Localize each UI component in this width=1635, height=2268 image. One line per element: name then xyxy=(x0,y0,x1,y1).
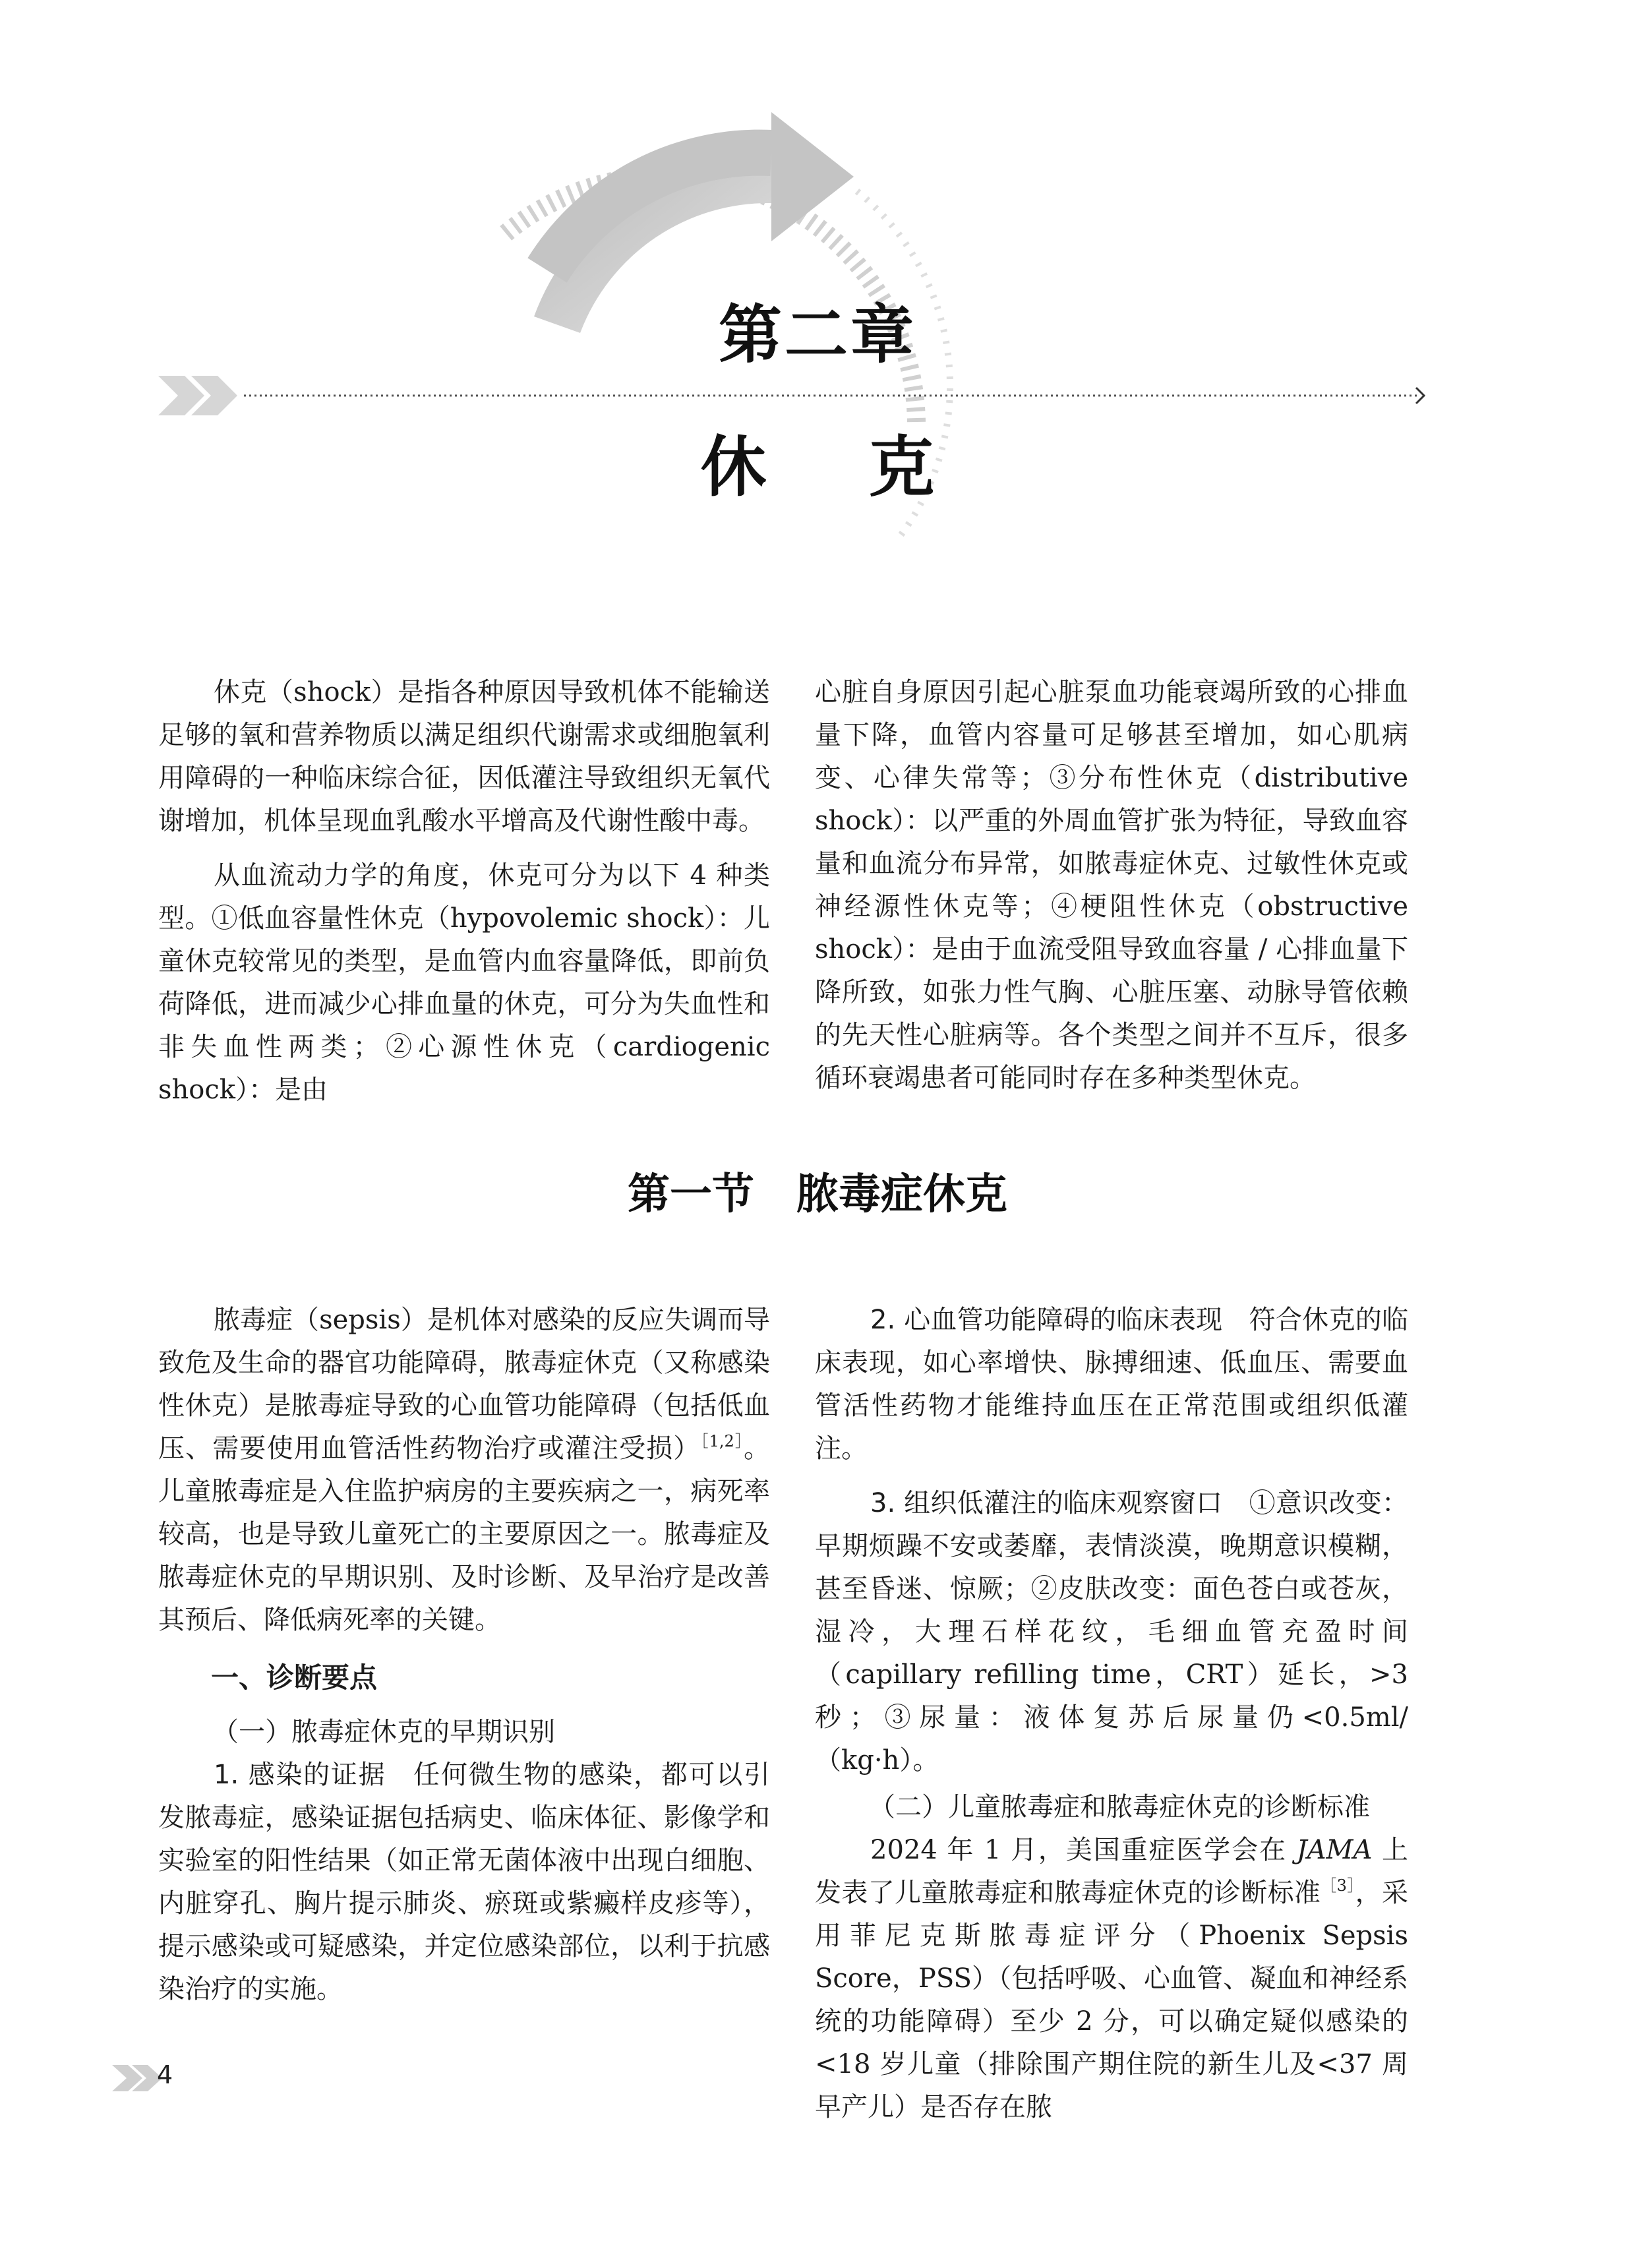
page-number: 4 xyxy=(157,2060,173,2089)
heading-diagnostic-criteria: （二）儿童脓毒症和脓毒症休克的诊断标准 xyxy=(869,1792,1370,1822)
intro-paragraph: 从血流动力学的角度，休克可分为以下 4 种类型。①低血容量性休克（hypovolemic shock）：儿童休克较常见的类型，是血管内血容量降低，即前负荷降低，进而减少心排血量的休克，可分为失血性和非失血性两类；②心源性休克（cardiogenic shock）：是由 xyxy=(158,860,770,1105)
intro-paragraph: 休克（shock）是指各种原因导致机体不能输送足够的氧和营养物质以满足组织代谢需求或细胞氧利用障碍的一种临床综合征，因低灌注导致组织无氧代谢增加，机体呈现血乳酸水平增高及代谢性酸中毒。 xyxy=(158,677,770,836)
citation-ref: ［1,2］ xyxy=(700,1432,744,1450)
chapter-number: 第二章 xyxy=(719,298,916,372)
intro-paragraph: 心脏自身原因引起心脏泵血功能衰竭所致的心排血量下降，血管内容量可足够甚至增加，如心肌病变、心律失常等；③分布性休克（distributive shock）：以严重的外周血管扩张为特征，导致血容量和血流分布异常，如脓毒症休克、过敏性休克或神经源性休克等；④梗阻性休克（obstructive shock）：是由于血流受阻导致血容量 / 心排血量下降所致，如张力性气胸、心脏压塞、动脉导管依赖的先天性心脏病等。各个类型之间并不互斥，很多循环衰竭患者可能同时存在多种类型休克。 xyxy=(815,677,1408,1093)
section-right-column xyxy=(815,1299,1408,2129)
footer-chevron-icon xyxy=(105,2058,264,2098)
intro-right-column xyxy=(815,671,1408,1100)
section-left-column xyxy=(158,1299,770,2011)
sepsis-definition-paragraph: 脓毒症（sepsis）是机体对感染的反应失调而导致危及生命的器官功能障碍，脓毒症休克（又称感染性休克）是脓毒症导致的心血管功能障碍（包括低血压、需要使用血管活性药物治疗或灌注受损）$^{[1,2]}$。儿童脓毒症是入住监护病房的主要疾病之一，病死率较高，也是导致儿童死亡的主要原因之一。脓毒症及脓毒症休克的早期识别、及时诊断、及早治疗是改善其预后、降低病死率的关键。 xyxy=(158,1305,771,1635)
rule-end-chevron-icon xyxy=(1416,388,1424,403)
heading-early-recognition: （一）脓毒症休克的早期识别 xyxy=(212,1717,555,1747)
phoenix-criteria-paragraph: 2024 年 1 月，美国重症医学会在 JAMA 上发表了儿童脓毒症和脓毒症休克的诊断标准$^{[3]}$，采用菲尼克斯脓毒症评分（Phoenix Sepsis Score，PSS）（包括呼吸、心血管、凝血和神经系统的功能障碍）至少 2 分，可以确定疑似感染的<18 岁儿童（排除围产期住院的新生儿及<37 周早产儿）是否存在脓 xyxy=(815,1835,1409,2122)
chapter-title: 休 克 xyxy=(700,429,935,506)
cardiovascular-dysfunction-paragraph: 2. 心血管功能障碍的临床表现 符合休克的临床表现，如心率增快、脉搏细速、低血压、需要血管活性药物才能维持血压在正常范围或组织低灌注。 xyxy=(815,1305,1408,1464)
hypoperfusion-paragraph: 3. 组织低灌注的临床观察窗口 ①意识改变：早期烦躁不安或萎靡，表情淡漠，晚期意识模糊，甚至昏迷、惊厥；②皮肤改变：面色苍白或苍灰，湿冷，大理石样花纹，毛细血管充盈时间（capillary refilling time，CRT）延长，>3 秒；③尿量：液体复苏后尿量仍<0.5ml/（kg·h）。 xyxy=(815,1488,1408,1776)
citation-ref: ［3］ xyxy=(1321,1876,1355,1895)
double-chevron-icon xyxy=(158,376,237,415)
intro-left-column xyxy=(158,671,770,1112)
heading-diagnosis-points: 一、诊断要点 xyxy=(211,1661,378,1694)
section-title: 第一节 脓毒症休克 xyxy=(628,1170,1007,1219)
infection-evidence-paragraph: 1. 感染的证据 任何微生物的感染，都可以引发脓毒症，感染证据包括病史、临床体征、影像学和实验室的阳性结果（如正常无菌体液中出现白细胞、内脏穿孔、胸片提示肺炎、瘀斑或紫癜样皮疹等），提示感染或可疑感染，并定位感染部位，以利于抗感染治疗的实施。 xyxy=(158,1760,770,2004)
